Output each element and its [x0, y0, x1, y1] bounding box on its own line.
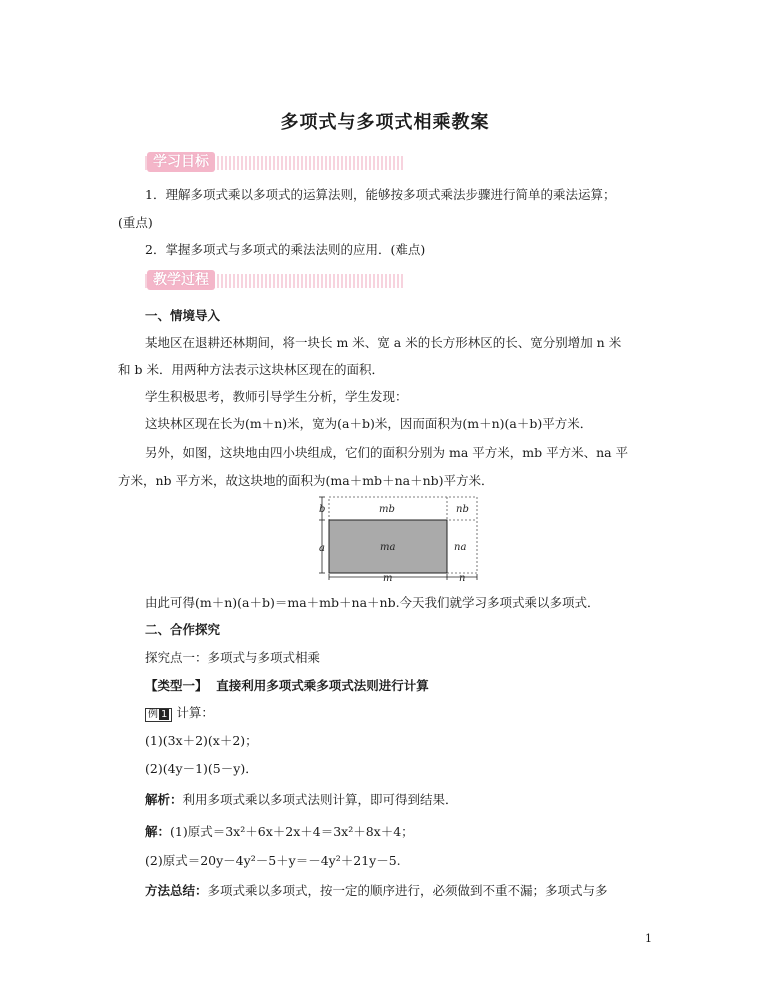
goal-item-1: 1．理解多项式乘以多项式的运算法则，能够按多项式乘法步骤进行简单的乘法运算；	[145, 187, 616, 202]
section-banner-goals	[145, 152, 405, 174]
section-label-process: 教学过程	[147, 270, 215, 290]
heading-intro: 一、情境导入	[145, 308, 221, 323]
label-nb: nb	[456, 504, 469, 515]
example-1	[145, 703, 214, 722]
label-mb: mb	[379, 504, 395, 515]
solution-1	[145, 822, 414, 840]
section-banner-process	[145, 270, 405, 292]
label-na: na	[454, 542, 467, 553]
intro-paragraph-4-cont: 方米，nb 平方米，故这块地的面积为(ma＋mb＋na＋nb)平方米．	[118, 473, 494, 488]
label-a: a	[319, 543, 325, 554]
goal-item-2: 2．掌握多项式与多项式的乘法法则的应用．(难点)	[145, 242, 426, 257]
explore-point-1: 探究点一：多项式与多项式相乘	[145, 650, 321, 665]
example-badge-number: 1	[161, 709, 168, 720]
section-label-goals: 学习目标	[147, 152, 215, 172]
analysis-text: 利用多项式乘以多项式法则计算，即可得到结果．	[182, 792, 458, 807]
analysis-label: 解析：	[145, 792, 183, 807]
type-1-text: 直接利用多项式乘多项式法则进行计算	[216, 678, 429, 693]
example-badge	[145, 708, 172, 722]
solution-2: (2)原式＝20y－4y²－5＋y＝－4y²＋21y－5.	[145, 853, 401, 868]
method-text: 多项式乘以多项式，按一定的顺序进行，必须做到不重不漏；多项式与多	[207, 883, 608, 898]
intro-paragraph-2: 学生积极思考，教师引导学生分析，学生发现：	[145, 389, 408, 404]
question-1: (1)(3x＋2)(x＋2)；	[145, 733, 258, 748]
example-badge-word: 例	[148, 709, 158, 720]
intro-paragraph-1: 某地区在退耕还林期间，将一块长 m 米、宽 a 米的长方形林区的长、宽分别增加 n 米	[145, 335, 622, 350]
example-prompt: 计算：	[176, 705, 214, 720]
intro-paragraph-3: 这块林区现在长为(m＋n)米，宽为(a＋b)米，因而面积为(m＋n)(a＋b)平方米．	[145, 416, 593, 431]
question-2: (2)(4y－1)(5－y)．	[145, 761, 258, 776]
type-1-tag: 【类型一】	[145, 678, 208, 693]
area-diagram	[312, 494, 482, 584]
solution-label: 解：	[145, 824, 171, 839]
solution-1-text: (1)原式＝3x²＋6x＋2x＋4＝3x²＋8x＋4；	[170, 824, 414, 839]
intro-paragraph-5: 由此可得(m＋n)(a＋b)＝ma＋mb＋na＋nb.今天我们就学习多项式乘以多项式．	[145, 595, 600, 610]
method-label: 方法总结：	[145, 883, 208, 898]
goal-item-1-cont: (重点)	[118, 215, 153, 230]
intro-paragraph-1-cont: 和 b 米．用两种方法表示这块林区现在的面积．	[118, 362, 384, 377]
intro-paragraph-4: 另外，如图，这块地由四小块组成，它们的面积分别为 ma 平方米，mb 平方米、na 平	[145, 445, 629, 460]
page-number: 1	[645, 932, 652, 945]
analysis	[145, 790, 458, 808]
label-ma: ma	[380, 542, 396, 553]
method-summary	[145, 881, 608, 899]
label-n: n	[459, 573, 466, 584]
heading-explore: 二、合作探究	[145, 622, 221, 637]
document-title: 多项式与多项式相乘教案	[280, 112, 490, 133]
label-m: m	[383, 573, 393, 584]
label-b: b	[319, 504, 326, 515]
type-1-heading	[145, 676, 429, 694]
